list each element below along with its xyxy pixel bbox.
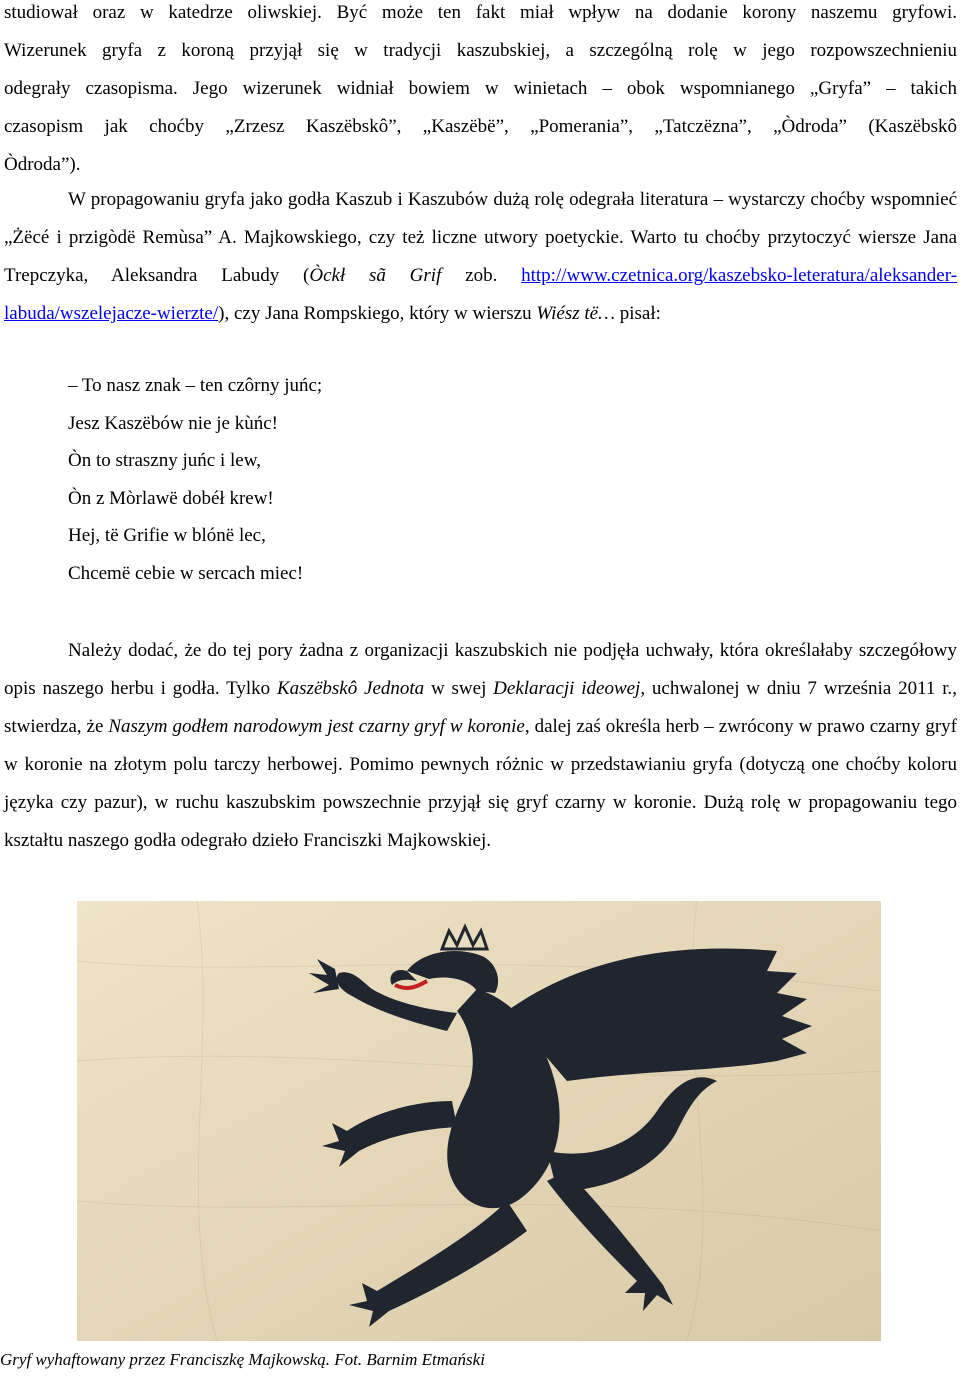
embroidered-griffin-image bbox=[77, 901, 881, 1341]
paragraph-1-line-4: czasopism jak choćby „Zrzesz Kaszëbskô”, „Kaszëbë”, „Pomerania”, „Tatczëzna”, „Òdroda” (Kaszëbskô bbox=[4, 115, 957, 137]
griffin-photo bbox=[77, 901, 881, 1341]
paragraph-3 bbox=[4, 632, 957, 859]
czetnica-link[interactable]: http://www.czetnica.org/kaszebsko-leteratura/aleksander-labuda/wszelejacze-wierzte/ bbox=[4, 264, 958, 324]
paragraph-3-text-c: uchwalonej w dniu 7 września 2011 r., stwierdza, że bbox=[4, 677, 957, 737]
paragraph-1-line-1: studiował oraz w katedrze oliwskiej. Być może ten fakt miał wpływ na dodanie korony naszemu gryfowi. bbox=[4, 2, 957, 23]
paragraph-3-text bbox=[4, 632, 957, 859]
paragraph-1 bbox=[4, 0, 957, 184]
paragraph-3-text-a: Należy dodać, że do tej pory żadna z organizacji kaszubskich nie podjęła uchwały, która określałaby szczegółowy opis naszego herbu i godła. Tylko bbox=[4, 640, 957, 699]
paragraph-2 bbox=[4, 181, 957, 333]
paragraph-2-text-a: W propagowaniu gryfa jako godła Kaszub i Kaszubów dużą rolę odegrała literatura – wystarczy choćby wspomnieć „Żëcé i przigòdë Remùsa” A. Majkowskiego, czy też liczne utwory poetyckie. Warto tu choćby przytoczyć wiersze Jana Trepczyka, Aleksandra Labudy ( bbox=[4, 189, 957, 286]
deklaracja-ideowa: Deklaracji ideowej, bbox=[493, 677, 646, 699]
paragraph-2-text-c: ), czy Jana Rompskiego, który w wierszu bbox=[218, 302, 537, 324]
paragraph-3-text-d: , dalej zaś określa herb – zwrócony w prawo czarny gryf w koronie na złotym polu tarczy herbowej. Pomimo pewnych różnic w przedstawianiu gryfa (dotyczą one choćby koloru języka czy pazur), w ruchu kaszubskim powszechnie przyjął się gryf czarny w koronie. Dużą rolę w propagowaniu tego kształtu naszego godła odegrało dzieło Franciszki Majkowskiej. bbox=[4, 715, 957, 851]
title-wiesz-te: Wiész të… bbox=[536, 302, 615, 324]
paragraph-1-line-3: odegrały czasopisma. Jego wizerunek widniał bowiem w winietach – obok wspomnianego „Gryfa” – takich bbox=[4, 77, 957, 99]
paragraph-2-text-b: zob. bbox=[441, 264, 522, 286]
poem-line: Jesz Kaszëbów nie je kùńc! bbox=[68, 412, 278, 434]
poem bbox=[68, 367, 668, 593]
title-ockl-sa-grif: Òckł sã Grif bbox=[309, 264, 442, 286]
quoted-declaration: Naszym godłem narodowym jest czarny gryf w koronie bbox=[108, 715, 525, 737]
paragraph-1-line-5: Òdroda”). bbox=[4, 153, 81, 175]
paragraph-1-line-2: Wizerunek gryfa z koroną przyjął się w tradycji kaszubskiej, a szczególną rolę w jego rozpowszechnieniu bbox=[4, 39, 957, 61]
figure-caption: Gryf wyhaftowany przez Franciszkę Majkowską. Fot. Barnim Etmański bbox=[0, 1350, 485, 1369]
paragraph-3-text-b: w swej bbox=[424, 677, 494, 699]
poem-line: Chcemë cebie w sercach miec! bbox=[68, 562, 304, 584]
kaszebsko-jednota: Kaszëbskô Jednota bbox=[276, 677, 425, 699]
poem-line: Òn z Mòrlawë dobéł krew! bbox=[68, 487, 274, 509]
paragraph-2-text bbox=[4, 181, 957, 333]
paragraph-2-text-d: pisał: bbox=[614, 302, 661, 324]
poem-line: Hej, të Grifie w blónë lec, bbox=[68, 525, 266, 547]
poem-line: – To nasz znak – ten czôrny juńc; bbox=[68, 375, 323, 396]
poem-line: Òn to straszny juńc i lew, bbox=[68, 450, 261, 472]
